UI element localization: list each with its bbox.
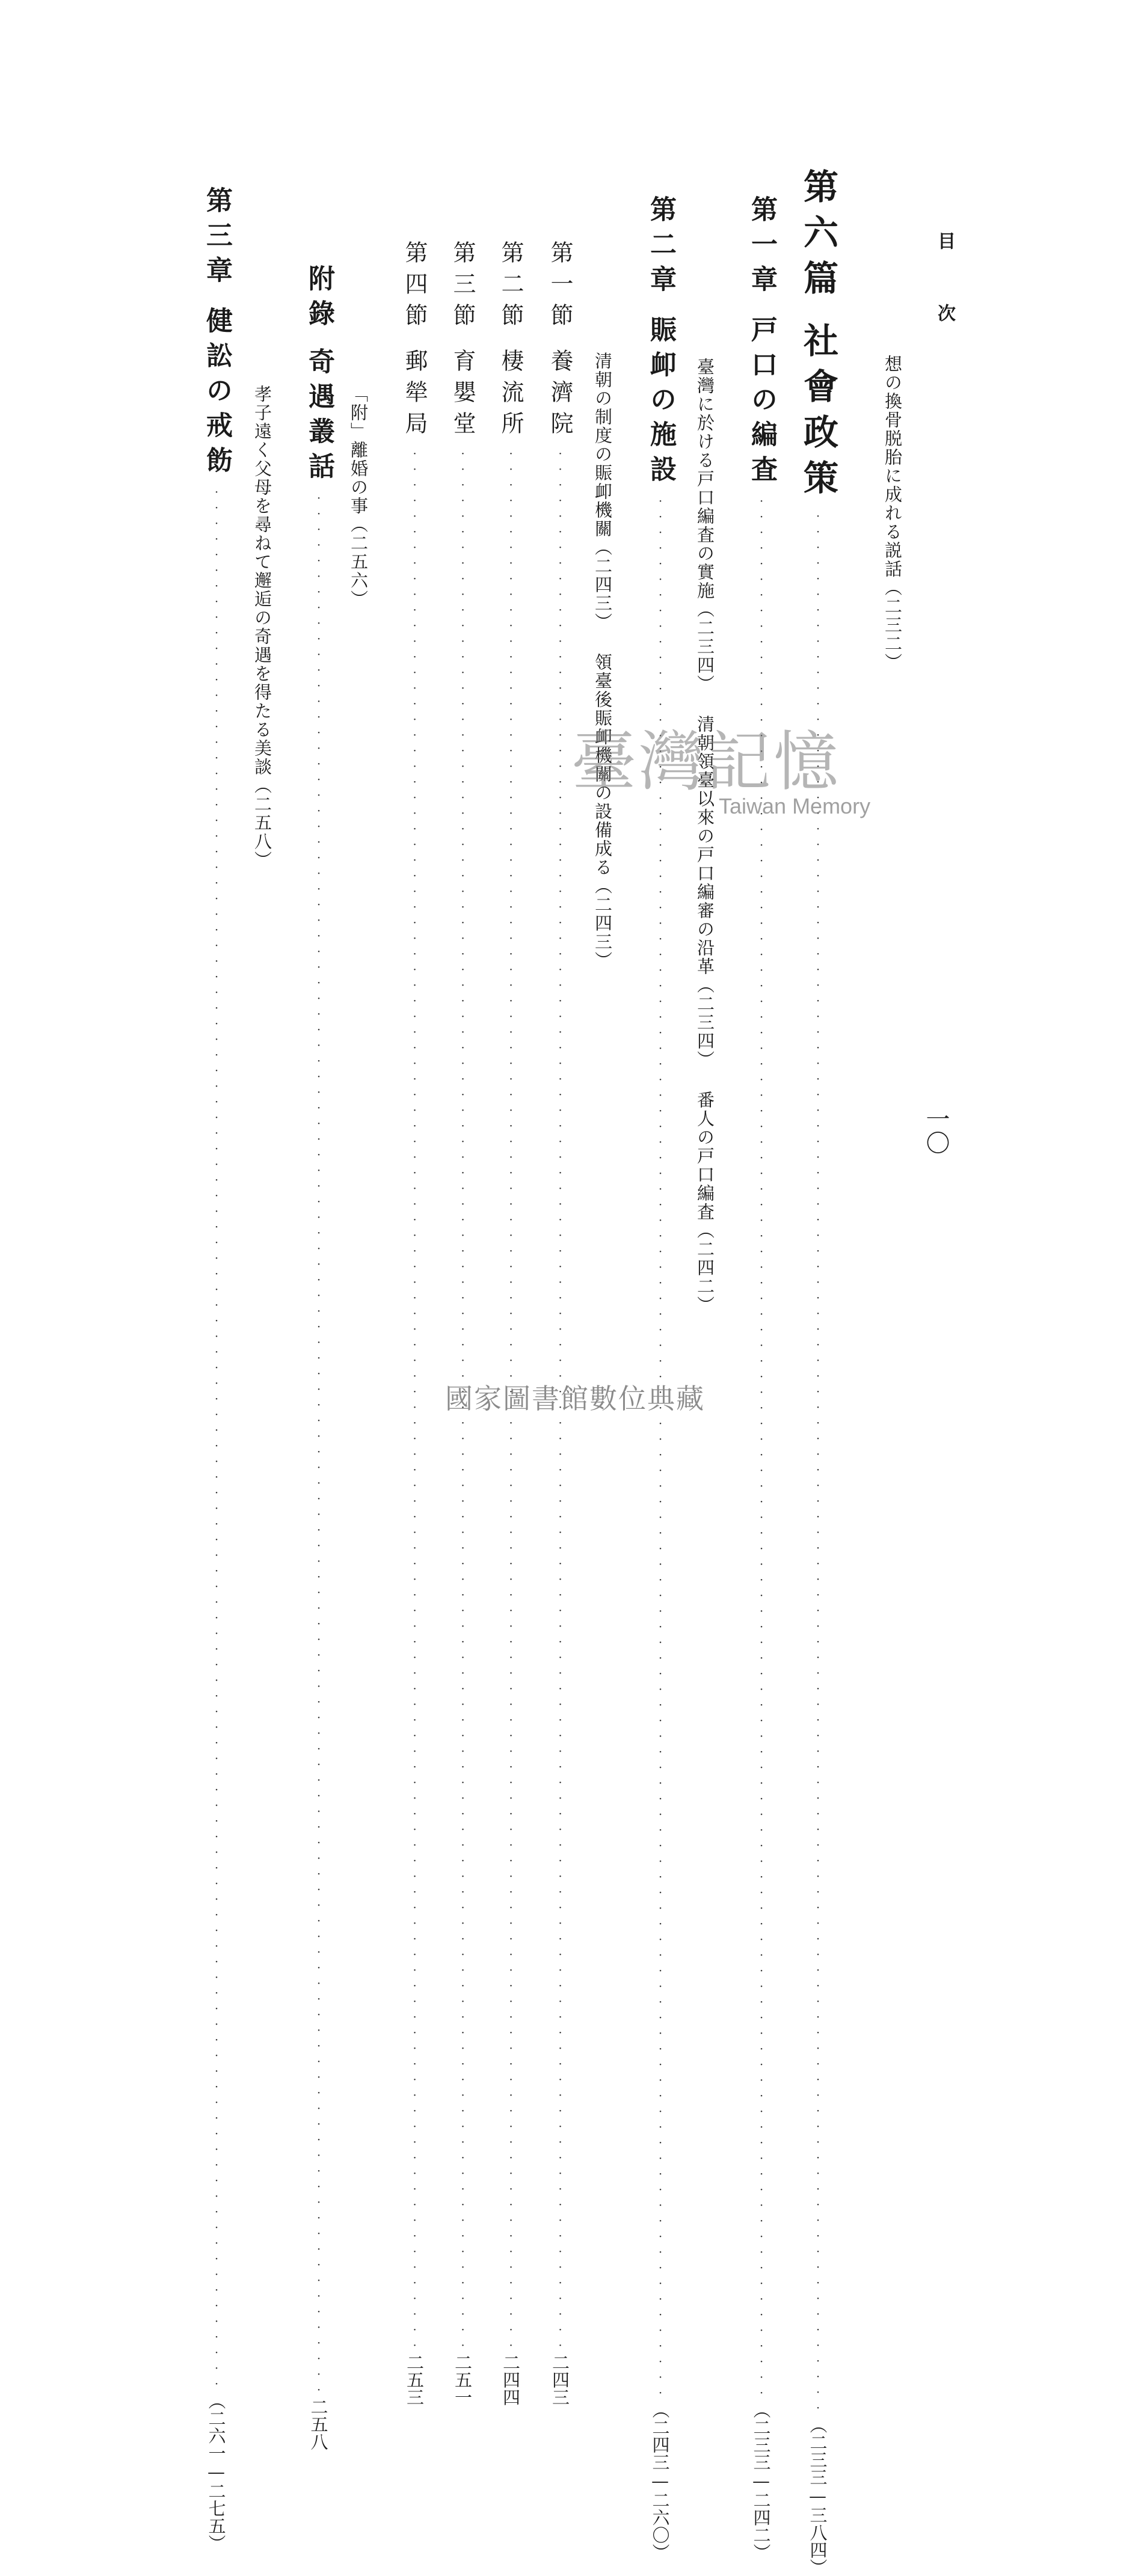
entry-label: 第一章	[746, 195, 777, 300]
page-number: 二四四	[500, 2354, 521, 2406]
running-header: 目次	[934, 232, 955, 376]
leader-dots: ··························································································································	[455, 446, 470, 2354]
leader-dots: ··························································································································	[312, 491, 326, 2398]
toc-note	[693, 358, 718, 1314]
leader-dots: ··························································································································	[407, 446, 422, 2354]
entry-title: 戸口の編査	[746, 316, 777, 490]
page-range: （二三三—三八四）	[807, 2416, 828, 2576]
toc-note	[591, 352, 615, 970]
entry-title: 養濟院	[547, 349, 573, 443]
page-folio	[919, 1106, 953, 1161]
leader-dots: ··························································································································	[553, 446, 568, 2354]
leader-dots: ··························································································································	[209, 485, 224, 2392]
entry-label: 第一節	[547, 241, 573, 334]
toc-entry-section-3[interactable]	[446, 241, 479, 2406]
note-text: 臺灣に於ける戸口編査の實施（二三四） 清朝領臺以來の戸口編審の沿革（二三四） 番人の戸口編査（二四二）	[695, 358, 715, 1314]
note-text: 清朝の制度の賑卹機關（二四三） 領臺後賑卹機關の設備成る（二四三）	[592, 352, 613, 970]
entry-title: 社會政策	[798, 322, 838, 505]
toc-note	[881, 355, 905, 672]
folio-number: 一〇	[922, 1106, 950, 1155]
entry-label: 第四節	[401, 241, 428, 334]
page-number: 二五三	[404, 2354, 425, 2406]
toc-entry-chapter-3[interactable]	[197, 186, 236, 2552]
note-text: 想の換骨脱胎に成れる説話（二三二）	[882, 355, 903, 672]
entry-title: 育嬰堂	[449, 349, 476, 443]
watermark-cjk: 臺灣記憶	[571, 725, 841, 800]
toc-entry-section-2[interactable]	[494, 241, 527, 2406]
page-range: （二四三—二六〇）	[650, 2401, 671, 2561]
watermark-logo	[571, 710, 884, 824]
entry-label: 第六篇	[798, 168, 838, 305]
watermark-en: Taiwan Memory	[719, 794, 871, 818]
note-text: 「附」離婚の事（二五六）	[348, 385, 369, 609]
entry-label: 第三章	[201, 186, 232, 291]
toc-note	[346, 385, 371, 609]
entry-title: 健訟の戒飭	[201, 307, 232, 481]
entry-title: 賑卹の施設	[645, 316, 676, 490]
entry-title: 郵犖局	[401, 349, 428, 443]
page-number: 二四三	[550, 2354, 570, 2406]
entry-title: 棲流所	[497, 349, 524, 443]
entry-label: 附錄	[304, 265, 334, 334]
page-range: （二六一—二七五）	[206, 2392, 227, 2552]
footer-credit: 國家圖書館數位典藏	[445, 1382, 705, 1415]
toc-entry-section-4[interactable]	[398, 241, 431, 2406]
page-range: （二三三—二四二）	[751, 2401, 772, 2561]
leader-dots: ··························································································································	[503, 446, 518, 2354]
note-text: 孝子遠く父母を尋ねて邂逅の奇遇を得たる美談（二五八）	[252, 385, 272, 869]
toc-entry-appendix[interactable]	[300, 265, 338, 2450]
leader-dots: ··························································································································	[653, 494, 668, 2401]
page-number: 二五一	[452, 2354, 473, 2406]
entry-label: 第三節	[449, 241, 476, 334]
leader-dots: ··························································································································	[754, 494, 769, 2401]
entry-label: 第二章	[645, 195, 676, 300]
leader-dots: ··························································································································	[811, 509, 825, 2416]
toc-note	[250, 385, 275, 869]
page-number: 二五八	[308, 2398, 329, 2450]
entry-label: 第二節	[497, 241, 524, 334]
entry-title: 奇遇叢話	[304, 348, 334, 487]
